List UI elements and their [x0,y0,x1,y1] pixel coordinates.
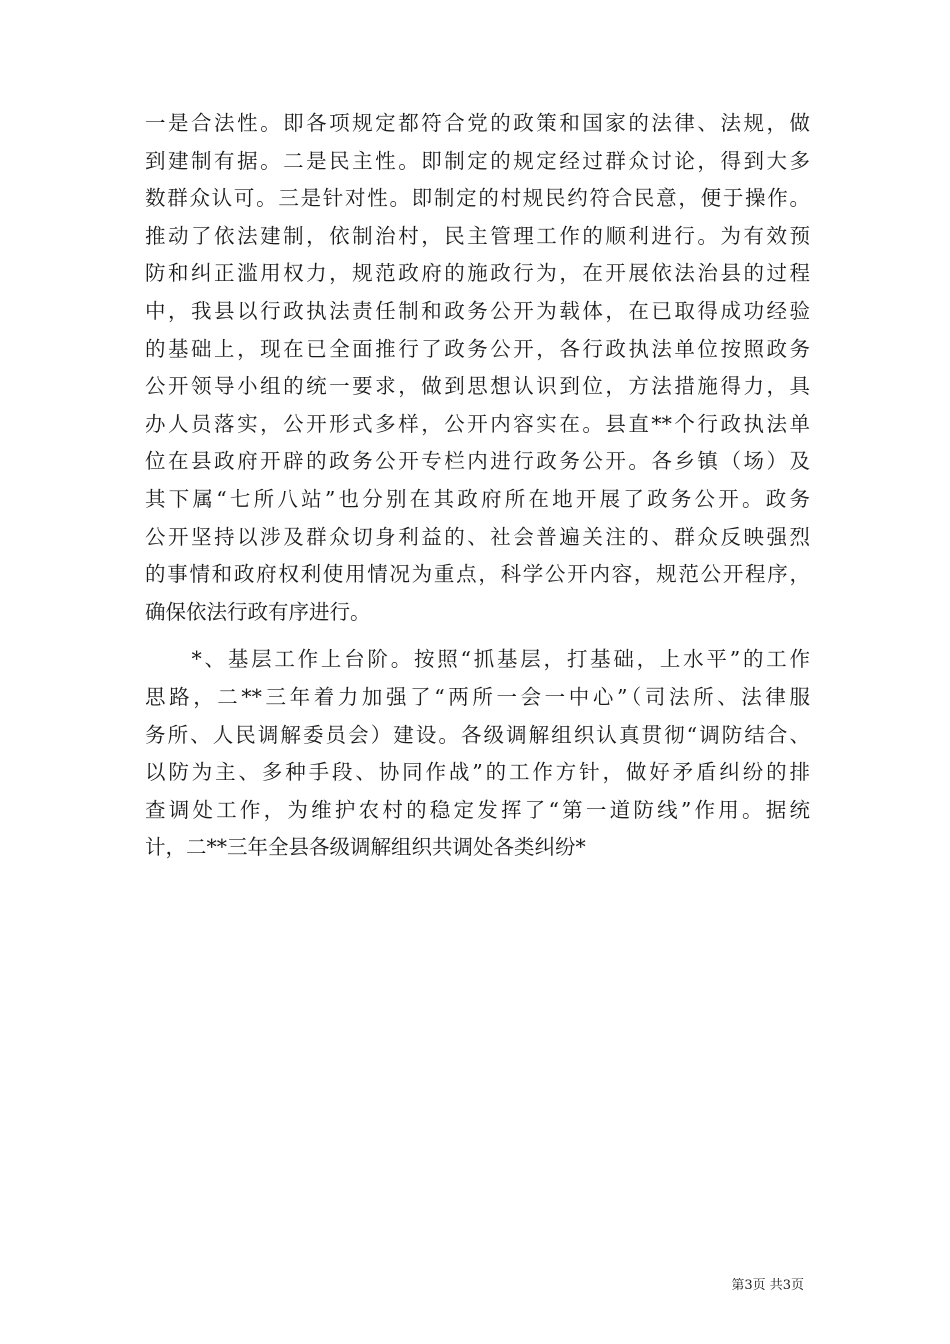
text-line: 计，二**三年全县各级调解组织共调处各类纠纷* [145,835,586,860]
text-line: 推动了依法建制，依制治村，民主管理工作的顺利进行。为有效预 [145,223,810,248]
text-line: *、基层工作上台阶。按照“抓基层，打基础，上水平”的工作 [145,647,810,672]
text-line: 办人员落实，公开形式多样，公开内容实在。县直**个行政执法单 [145,411,810,436]
text-line: 公开领导小组的统一要求，做到思想认识到位，方法措施得力，具 [145,374,810,399]
page-number: 第3页 共3页 [731,1278,804,1293]
text-line: 到建制有据。二是民主性。即制定的规定经过群众讨论，得到大多 [145,148,810,173]
text-line: 查调处工作，为维护农村的稳定发挥了“第一道防线”作用。据统 [145,797,810,822]
text-line: 位在县政府开辟的政务公开专栏内进行政务公开。各乡镇（场）及 [145,449,810,474]
paragraph-spacer [145,631,810,641]
paragraph-1 [145,105,810,631]
text-line: 思路，二**三年着力加强了“两所一会一中心”（司法所、法律服 [145,684,810,709]
text-line: 务所、人民调解委员会）建设。各级调解组织认真贯彻“调防结合、 [145,722,810,747]
text-line: 一是合法性。即各项规定都符合党的政策和国家的法律、法规，做 [145,111,810,135]
text-line: 中，我县以行政执法责任制和政务公开为载体，在已取得成功经验 [145,298,810,323]
document-body [145,105,810,867]
paragraph-2 [145,641,810,867]
text-line: 数群众认可。三是针对性。即制定的村规民约符合民意，便于操作。 [145,186,810,211]
text-line: 防和纠正滥用权力，规范政府的施政行为，在开展依法治县的过程 [145,261,810,286]
text-line: 其下属“七所八站”也分别在其政府所在地开展了政务公开。政务 [145,486,810,511]
text-line: 公开坚持以涉及群众切身利益的、社会普遍关注的、群众反映强烈 [145,524,810,549]
text-line: 的基础上，现在已全面推行了政务公开，各行政执法单位按照政务 [145,336,810,361]
text-line: 的事情和政府权利使用情况为重点，科学公开内容，规范公开程序， [145,562,810,587]
text-line: 以防为主、多种手段、协同作战”的工作方针，做好矛盾纠纷的排 [145,760,810,785]
text-line: 确保依法行政有序进行。 [145,599,371,624]
